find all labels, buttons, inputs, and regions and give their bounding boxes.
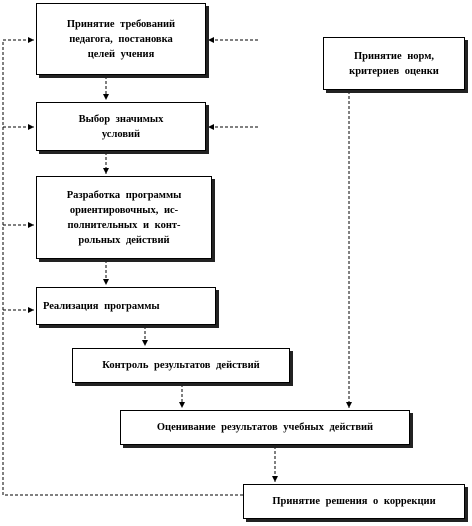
node-conditions	[36, 102, 206, 151]
node-program	[36, 176, 212, 259]
node-program-label: Разработка программы ориентировочных, ис- полнительных и конт- рольных действий	[66, 189, 182, 246]
node-norms	[323, 37, 465, 90]
node-realization-label: Реализация программы	[43, 300, 160, 312]
node-goals-label: Принятие требований педагога, постановка целей учения	[66, 18, 176, 60]
node-goals	[36, 3, 206, 75]
node-evaluation-label: Оценивание результатов учебных действий	[156, 422, 374, 433]
node-conditions-label: Выбор значимых условий	[78, 113, 164, 140]
node-control	[72, 348, 290, 383]
node-decision	[243, 484, 465, 519]
node-evaluation	[120, 410, 410, 445]
node-control-label: Контроль результатов действий	[102, 360, 260, 371]
node-norms-label: Принятие норм, критериев оценки	[349, 50, 439, 77]
node-decision-label: Принятие решения о коррекции	[272, 496, 436, 507]
node-realization	[36, 287, 216, 325]
